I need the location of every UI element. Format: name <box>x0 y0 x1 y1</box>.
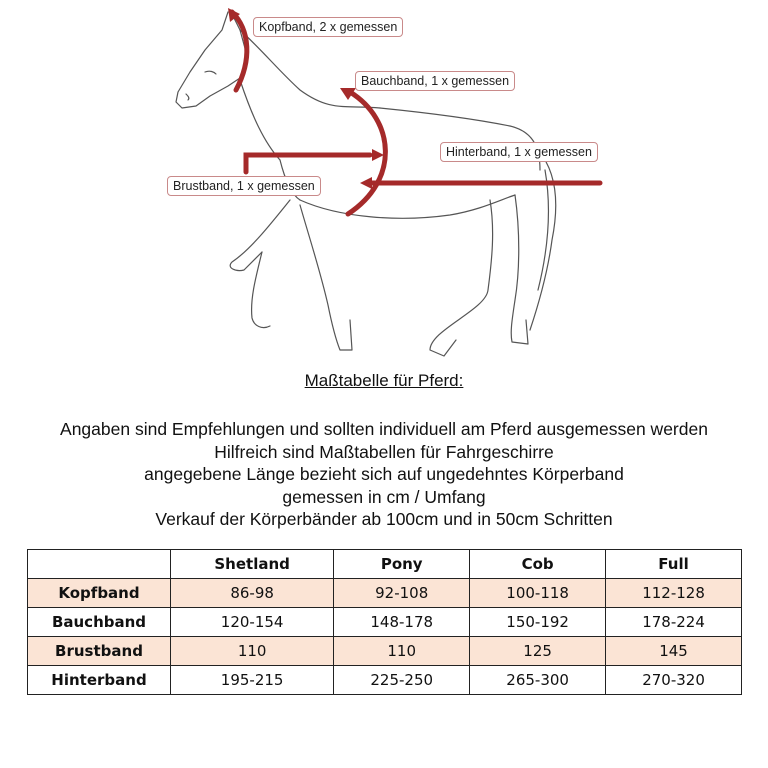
row-label: Kopfband <box>28 579 171 608</box>
kopfband-label: Kopfband, 2 x gemessen <box>253 17 403 37</box>
row-label: Hinterband <box>28 666 171 695</box>
table-row <box>28 666 742 695</box>
horse-illustration <box>0 0 768 370</box>
row-label: Brustband <box>28 637 171 666</box>
table-header-row <box>28 550 742 579</box>
table-cell: 195-215 <box>171 666 334 695</box>
table-row <box>28 608 742 637</box>
size-table <box>27 549 742 695</box>
notes-block <box>0 418 768 531</box>
horse-drawing <box>0 0 768 370</box>
table-header-cell: Pony <box>334 550 470 579</box>
table-header-cell <box>28 550 171 579</box>
table-header-cell: Full <box>606 550 742 579</box>
table-cell: 86-98 <box>171 579 334 608</box>
note-line: Hilfreich sind Maßtabellen für Fahrgeschirre <box>214 441 554 462</box>
page-title: Maßtabelle für Pferd: <box>304 371 464 390</box>
brustband-label: Brustband, 1 x gemessen <box>167 176 321 196</box>
note-line: angegebene Länge bezieht sich auf ungedehntes Körperband <box>144 464 624 484</box>
table-row <box>28 579 742 608</box>
table-cell: 178-224 <box>606 608 742 637</box>
table-cell: 148-178 <box>334 608 470 637</box>
table-cell: 145 <box>606 637 742 666</box>
note-line: Verkauf der Körperbänder ab 100cm und in 50cm Schritten <box>155 509 613 529</box>
table-row <box>28 637 742 666</box>
table-header-cell: Shetland <box>171 550 334 579</box>
table-cell: 110 <box>334 637 470 666</box>
row-label: Bauchband <box>28 608 171 637</box>
table-cell: 120-154 <box>171 608 334 637</box>
table-cell: 125 <box>470 637 606 666</box>
note-line: gemessen in cm / Umfang <box>282 486 486 507</box>
table-cell: 110 <box>171 637 334 666</box>
table-header-cell: Cob <box>470 550 606 579</box>
table-cell: 270-320 <box>606 666 742 695</box>
bauchband-label: Bauchband, 1 x gemessen <box>355 71 515 91</box>
hinterband-label: Hinterband, 1 x gemessen <box>440 142 598 162</box>
table-cell: 150-192 <box>470 608 606 637</box>
table-cell: 92-108 <box>334 579 470 608</box>
table-cell: 100-118 <box>470 579 606 608</box>
table-cell: 265-300 <box>470 666 606 695</box>
table-cell: 112-128 <box>606 579 742 608</box>
table-cell: 225-250 <box>334 666 470 695</box>
note-line: Angaben sind Empfehlungen und sollten individuell am Pferd ausgemessen werden <box>60 419 708 439</box>
